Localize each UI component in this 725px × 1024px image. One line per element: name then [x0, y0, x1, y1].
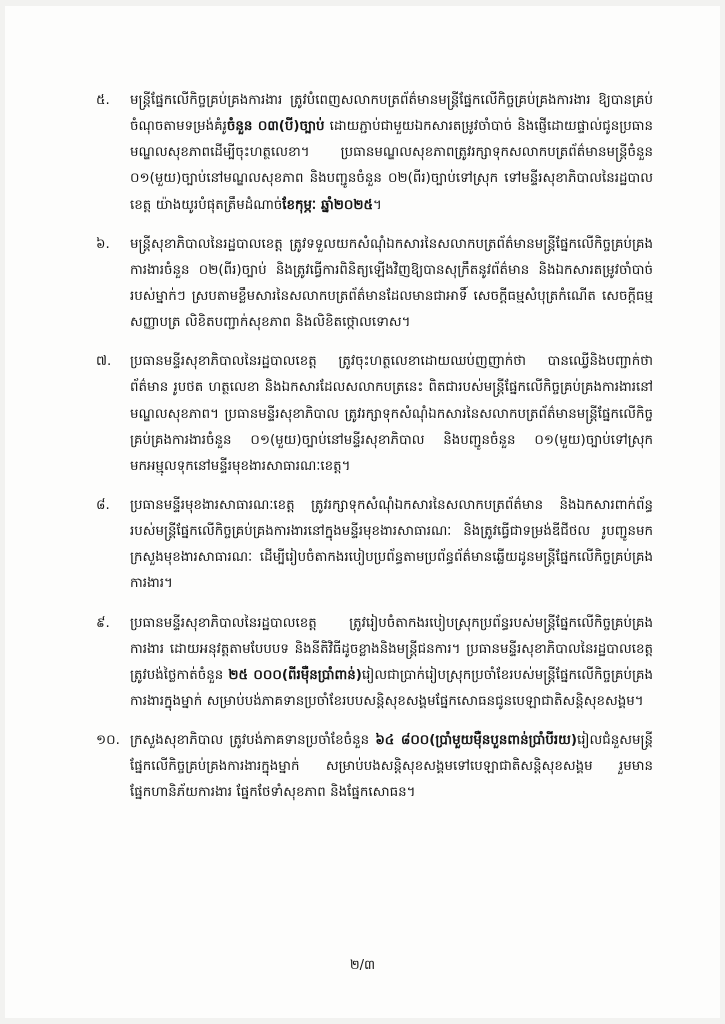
page-edge-bottom: [0, 1018, 725, 1024]
body-text: រៀលជំនួសមន្ត្រីផ្នែកលើកិច្ចគ្រប់គ្រងការងារក្នុងម្នាក់ សម្រាប់បងសន្តិសុខសង្គមទៅបេឡាជាតិសន្តិសុខសង្គម រួមមានផ្នែកហានិភ័យការងារ ផ្នែកថែទាំសុខភាព និងផ្នែកសោធន។: [130, 733, 653, 801]
body-text: មន្ត្រីផ្នែកលើកិច្ចគ្រប់គ្រងការងារ ត្រូវបំពេញសលាកបត្រព័ត៌មានមន្ត្រីផ្នែកលើកិច្ចគ្រប់គ្រងការងារ ឱ្យបានគ្រប់ចំណុចតាមទម្រង់គំរូ: [130, 93, 653, 135]
body-text: ដោយភ្ជាប់ជាមួយឯកសារតម្រូវចាំបាច់ និងផ្ញើដោយផ្ទាល់ជូនប្រធានមណ្ឌលសុខភាពដើម្បីចុះហត្ថលេខា។ ប្រធានមណ្ឌលសុខភាពត្រូវរក្សាទុកសលាកបត្រព័ត៌មានមន្ត្រីចំនួន ០១(មួយ)ច្បាប់នៅមណ្ឌលសុខភាព និងបញ្ជូនចំនួន ០២(ពីរ)ច្បាប់ទៅស្រុក ទៅមន្ទីរសុខាភិបាលនៃរដ្ឋបាលខេត្ត យ៉ាងយូរបំផុតត្រឹមដំណាច់: [130, 119, 653, 213]
paragraph-text: [130, 349, 653, 480]
emphasis-text: ៦៤ ៨០០(ប្រាំមួយម៉ឺនបួនពាន់ប្រាំបីរយ): [375, 733, 578, 749]
paragraph: [96, 349, 653, 480]
paragraph-text: [130, 232, 653, 337]
emphasis-text: ២៥ ០០០(ពីរម៉ឺនប្រាំពាន់): [228, 667, 362, 683]
paragraph-text: [130, 493, 653, 598]
page-edge-right: [720, 0, 725, 1024]
paragraph: [96, 611, 653, 716]
body-text: ។: [372, 197, 382, 213]
paragraph-marker: ៧.: [96, 354, 112, 370]
paragraph: [96, 728, 653, 806]
paragraph-text: [130, 611, 653, 716]
paragraph: [96, 88, 653, 219]
page-edge-left: [0, 0, 5, 1024]
paragraph-marker: ៦.: [96, 236, 110, 252]
paragraph-marker: ១០.: [96, 733, 120, 749]
body-text: រៀលជាប្រាក់រៀបស្រុកប្រចាំខែរបស់មន្ត្រីផ្នែកលើកិច្ចគ្រប់គ្រងការងារក្នុងម្នាក់ សម្រាប់បង់ភាគទានប្រចាំខែរបបសន្តិសុខសង្គមផ្នែកសោធនជូនបេឡាជាតិសន្តិសុខសង្គម។: [130, 667, 653, 709]
paragraph-marker: ៩.: [96, 615, 110, 631]
emphasis-text: ចំនួន ០៣(បី)ច្បាប់: [226, 119, 325, 135]
body-text: ក្រសួងសុខាភិបាល ត្រូវបង់ភាគទានប្រចាំខែចំនួន: [130, 733, 376, 749]
body-text: ប្រធានមន្ទីរមុខងារសាធារណៈខេត្ត ត្រូវរក្សាទុកសំណុំឯកសារនៃសលាកបត្រព័ត៌មាន និងឯកសារពាក់ព័ន្ធរបស់មន្ត្រីផ្នែកលើកិច្ចគ្រប់គ្រងការងារនៅក្នុងមន្ទីរមុខងារសាធារណៈ និងត្រូវធ្វើជាទម្រង់ឌីជីថល រូបញ្ជូនមកក្រសួងមុខងារសាធារណៈ ដើម្បីរៀបចំតាកងរបៀបប្រព័ន្ធតាមប្រព័ន្ធព័ត៌មានឆ្លើយដូនមន្ត្រីផ្នែកលើកិច្ចគ្រប់គ្រងការងារ។: [130, 497, 653, 592]
page-number: ២/៣: [349, 958, 376, 973]
paragraph-text: [130, 728, 653, 806]
body-text: ប្រធានមន្ទីរសុខាភិបាលនៃរដ្ឋបាលខេត្ត ត្រូវចុះហត្ថលេខាដោយឈប់ញញាក់ថា បានឈ្វើនិងបញ្ជាក់ថាព័ត៌មាន រូបថត ហត្ថលេខា និងឯកសារដែលសលាកបត្រនេះ ពិតជារបស់មន្ត្រីផ្នែកលើកិច្ចគ្រប់គ្រងការងារនៅមណ្ឌលសុខភាព។ ប្រធានមន្ទីរសុខាភិបាល ត្រូវរក្សាទុកសំណុំឯកសារនៃសលាកបត្រព័ត៌មានមន្ត្រីផ្នែកលើកិច្ចគ្រប់គ្រងការងារចំនួន ០១(មួយ)ច្បាប់នៅមន្ទីរសុខាភិបាល និងបញ្ជូនចំនួន ០១(មួយ)ច្បាប់ទៅស្រុក មកអម្មុលទុកនៅមន្ទីរមុខងារសាធារណៈខេត្ត។: [130, 354, 653, 474]
paragraph-text: [130, 88, 653, 219]
page-edge-top: [0, 0, 725, 6]
body-text: មន្ត្រីសុខាភិបាលនៃរដ្ឋបាលខេត្ត ត្រូវទទួលយកសំណុំឯកសារនៃសលាកបត្រព័ត៌មានមន្ត្រីផ្នែកលើកិច្ចគ្រប់គ្រងការងារចំនួន ០២(ពីរ)ច្បាប់ និងត្រូវធ្វើការពិនិត្យឡើងវិញឱ្យបានសុក្រឹតនូវព័ត៌មាន និងឯកសារតម្រូវចាំបាច់របស់ម្នាក់ៗ ស្របតាមខ្លឹមសារនៃសលាកបត្រព័ត៌មានដែលមានជាអាទិ៍ សេចក្តីធម្មសំបុត្រកំណើត សេចក្តីធម្មសញ្ញាបត្រ លិខិតបញ្ជាក់សុខភាព និងលិខិតថ្កោលទោស។: [130, 236, 653, 331]
paragraph-marker: ៥.: [96, 93, 110, 108]
paragraph: [96, 232, 653, 337]
document-body: [96, 88, 653, 807]
body-text: ប្រធានមន្ទីរសុខាភិបាលនៃរដ្ឋបាលខេត្ត ត្រូវរៀបចំតាកងរបៀបស្រុកប្រព័ន្ធរបស់មន្ត្រីផ្នែកលើកិច្ចគ្រប់គ្រងការងារ ដោយអនុវត្តតាមបែបបទ និងនីតិវិធីដូចខ្លាងនិងមន្ត្រីជនការ។ ប្រធានមន្ទីរសុខាភិបាលនៃរដ្ឋបាលខេត្ត ត្រូវបង់ថ្លៃកាត់ចំនួន: [130, 615, 653, 683]
paragraph: [96, 493, 653, 598]
paragraph-marker: ៨.: [96, 497, 110, 513]
emphasis-text: ខែកុម្ភៈ ឆ្នាំ២០២៥: [282, 197, 373, 213]
